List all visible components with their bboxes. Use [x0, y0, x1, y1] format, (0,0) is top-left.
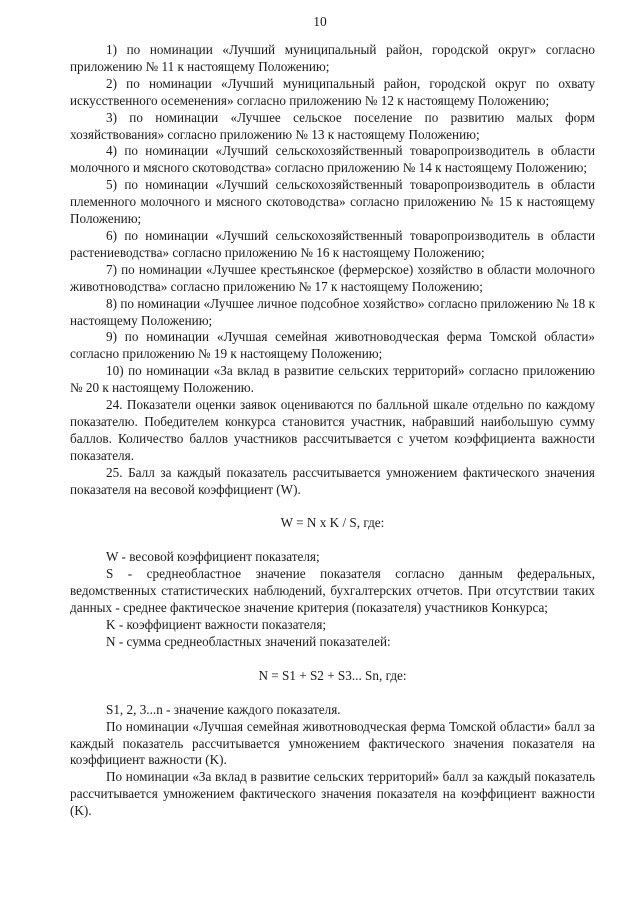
definition-s-values: S1, 2, 3...n - значение каждого показателя.	[106, 701, 341, 717]
paragraph-nomination-6: 6) по номинации «Лучший сельскохозяйственный товаропроизводитель в области растениеводства» согласно приложению № 16 к настоящему Положению;	[70, 227, 595, 260]
paragraph-clause-25: 25. Балл за каждый показатель рассчитывается умножением фактического значения показателя на весовой коэффициент (W).	[70, 464, 595, 497]
paragraph-nomination-1: 1) по номинации «Лучший муниципальный район, городской округ» согласно приложению № 11 к настоящему Положению;	[70, 42, 595, 74]
formula-weight-coefficient: W = N x K / S, где:	[280, 515, 385, 531]
paragraph-nomination-5: 5) по номинации «Лучший сельскохозяйственный товаропроизводитель в области племенного молочного и мясного скотоводства» согласно приложению № 15 к настоящему Положению;	[70, 177, 595, 227]
document-body	[70, 42, 595, 820]
page-number: 10	[313, 14, 327, 29]
paragraph-nomination-7: 7) по номинации «Лучшее крестьянское (фермерское) хозяйство в области молочного животноводства» согласно приложению № 17 к настоящему Положению;	[70, 261, 595, 294]
paragraph-nomination-9: 9) по номинации «Лучшая семейная животноводческая ферма Томской области» согласно приложению № 19 к настоящему Положению;	[70, 329, 595, 362]
paragraph-clause-24: 24. Показатели оценки заявок оцениваются по балльной шкале отдельно по каждому показателю. Победителем конкурса становится участник, набравший наибольшую сумму баллов. Количество баллов участников рассчитывается с учетом коэффициента важности показателя.	[70, 397, 595, 463]
paragraph-rural-development-scoring: По номинации «За вклад в развитие сельских территорий» балл за каждый показатель рассчитывается умножением фактического значения показателя на коэффициент важности (K).	[70, 769, 595, 819]
formula-sum: N = S1 + S2 + S3... Sn, где:	[258, 667, 407, 683]
definition-n: N - сумма среднеобластных значений показателей:	[106, 633, 391, 649]
definition-k: K - коэффициент важности показателя;	[106, 617, 327, 632]
paragraph-family-farm-scoring: По номинации «Лучшая семейная животноводческая ферма Томской области» балл за каждый показатель рассчитывается умножением фактического значения показателя на коэффициент важности (K).	[70, 718, 595, 768]
paragraph-nomination-4: 4) по номинации «Лучший сельскохозяйственный товаропроизводитель в области молочного и мясного скотоводства» согласно приложению № 14 к настоящему Положению;	[70, 143, 595, 176]
definition-w: W - весовой коэффициент показателя;	[106, 549, 320, 565]
paragraph-nomination-2: 2) по номинации «Лучший муниципальный район, городской округ по охвату искусственного осеменения» согласно приложению № 12 к настоящему Положению;	[70, 75, 595, 108]
definition-s: S - среднеобластное значение показателя согласно данным федеральных, ведомственных статистических наблюдений, бухгалтерских отчетов. При отсутствии таких данных - среднее фактическое значение критерия (показателя) участников Конкурса;	[70, 566, 595, 616]
paragraph-nomination-8: 8) по номинации «Лучшее личное подсобное хозяйство» согласно приложению № 18 к настоящему Положению;	[70, 295, 595, 328]
paragraph-nomination-10: 10) по номинации «За вклад в развитие сельских территорий» согласно приложению № 20 к настоящему Положению.	[70, 363, 595, 396]
paragraph-nomination-3: 3) по номинации «Лучшее сельское поселение по развитию малых форм хозяйствования» согласно приложению № 13 к настоящему Положению;	[70, 109, 595, 142]
